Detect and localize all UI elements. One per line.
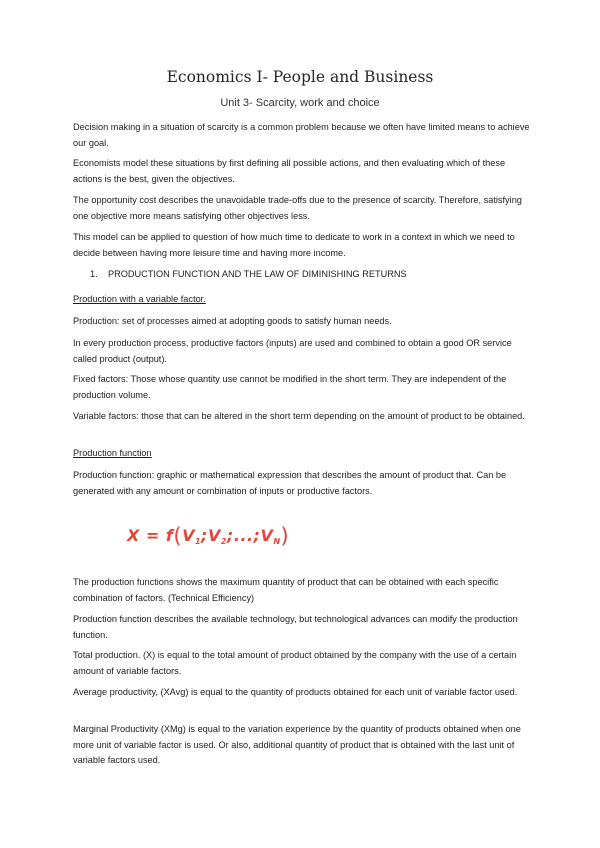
- formula-vn: V: [260, 526, 274, 545]
- paragraph-opportunity-cost: The opportunity cost describes the unavoidable trade-offs due to the presence of scarcity. Therefore, satisfying one objective more means satisfying other objectives less.: [73, 195, 522, 221]
- formula-vn-index: N: [273, 537, 281, 546]
- paragraph-marginal-productivity: Marginal Productivity (XMg) is equal to the variation experience by the quantity of products obtained when one more unit of variable factor is used. Or also, additional quantity of product that is obtained with the last unit of variable factors used.: [73, 724, 521, 765]
- formula-dots: ;...;: [226, 526, 261, 545]
- section-heading-1: [90, 267, 530, 283]
- document-title: Economics I- People and Business: [166, 68, 434, 86]
- subheading-variable-factor: Production with a variable factor.: [73, 294, 206, 304]
- paragraph-average-productivity: Average productivity, (XAvg) is equal to the quantity of products obtained for each unit of variable factor used.: [73, 687, 518, 697]
- paragraph-time-work: This model can be applied to question of how much time to dedicate to work in a context in which we need to decide between having more leisure time and having more income.: [73, 232, 515, 258]
- formula-v2: V: [207, 526, 221, 545]
- paragraph-max-quantity: The production functions shows the maximum quantity of product that can be obtained with each specific combination of factors. (Technical Efficiency): [73, 577, 499, 603]
- formula-lhs: X: [127, 526, 140, 545]
- formula-v2-index: 2: [220, 537, 227, 546]
- paragraph-technology: Production function describes the available technology, but technological advances can modify the production function.: [73, 614, 518, 640]
- formula-separator: ;: [201, 526, 208, 545]
- section-number: 1.: [90, 269, 98, 279]
- paragraph-variable-factors: Variable factors: those that can be altered in the short term depending on the amount of product to be obtained.: [73, 411, 525, 421]
- section-title: PRODUCTION FUNCTION AND THE LAW OF DIMINISHING RETURNS: [108, 269, 407, 279]
- production-function-formula: [127, 524, 289, 548]
- formula-v1-index: 1: [194, 537, 202, 546]
- formula-open-paren: (: [173, 524, 183, 548]
- formula-function: f: [165, 526, 174, 545]
- paragraph-fixed-factors: Fixed factors: Those whose quantity use cannot be modified in the short term. They are independent of the production volume.: [73, 374, 507, 400]
- paragraph-production-function-def: Production function: graphic or mathematical expression that describes the amount of product that. Can be generated with any amount or combination of inputs or productive factors.: [73, 470, 507, 496]
- paragraph-total-production: Total production. (X) is equal to the total amount of product obtained by the company with the use of a certain amount of variable factors.: [73, 650, 517, 676]
- paragraph-production-def: Production: set of processes aimed at adopting goods to satisfy human needs.: [73, 316, 392, 326]
- subheading-production-function: Production function: [73, 448, 152, 458]
- document-subtitle: Unit 3- Scarcity, work and choice: [220, 97, 380, 109]
- formula-close-paren: ): [280, 524, 290, 548]
- paragraph-scarcity: Decision making in a situation of scarcity is a common problem because we often have limited means to achieve our goal.: [73, 122, 530, 148]
- paragraph-production-process: In every production process, productive factors (inputs) are used and combined to obtain a good OR service called product (output).: [73, 338, 512, 364]
- formula-equals: =: [145, 526, 160, 545]
- paragraph-economists-model: Economists model these situations by first defining all possible actions, and then evaluating which of these actions is the best, given the objectives.: [73, 158, 506, 184]
- formula-v1: V: [182, 526, 195, 545]
